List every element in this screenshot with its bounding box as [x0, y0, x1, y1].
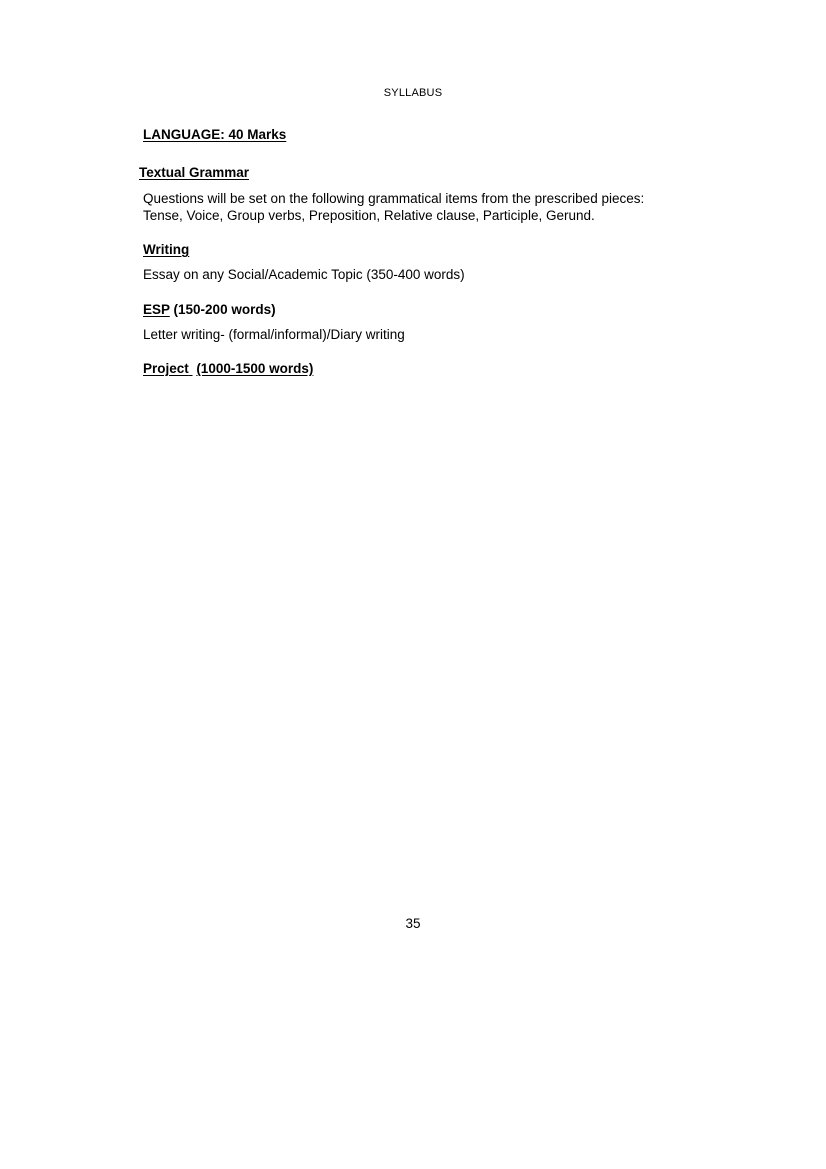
textual-grammar-line-2: Tense, Voice, Group verbs, Preposition, Relative clause, Participle, Gerund.	[143, 208, 595, 223]
esp-heading: ESP	[143, 302, 170, 317]
textual-grammar-line-1: Questions will be set on the following grammatical items from the prescribed pieces:	[143, 191, 645, 206]
esp-body: Letter writing- (formal/informal)/Diary writing	[143, 327, 405, 342]
language-heading: LANGUAGE: 40 Marks	[143, 127, 287, 142]
project-heading-suffix: (1000-1500 words)	[196, 361, 314, 376]
running-header: SYLLABUS	[383, 87, 443, 99]
project-heading: Project	[143, 361, 189, 376]
textual-grammar-heading: Textual Grammar	[139, 165, 250, 180]
project-heading-line	[143, 360, 313, 377]
writing-body: Essay on any Social/Academic Topic (350-400 words)	[143, 267, 465, 282]
page-number: 35	[405, 916, 421, 931]
esp-heading-suffix: (150-200 words)	[169, 302, 276, 317]
writing-heading: Writing	[143, 242, 190, 257]
esp-heading-line	[143, 301, 276, 318]
